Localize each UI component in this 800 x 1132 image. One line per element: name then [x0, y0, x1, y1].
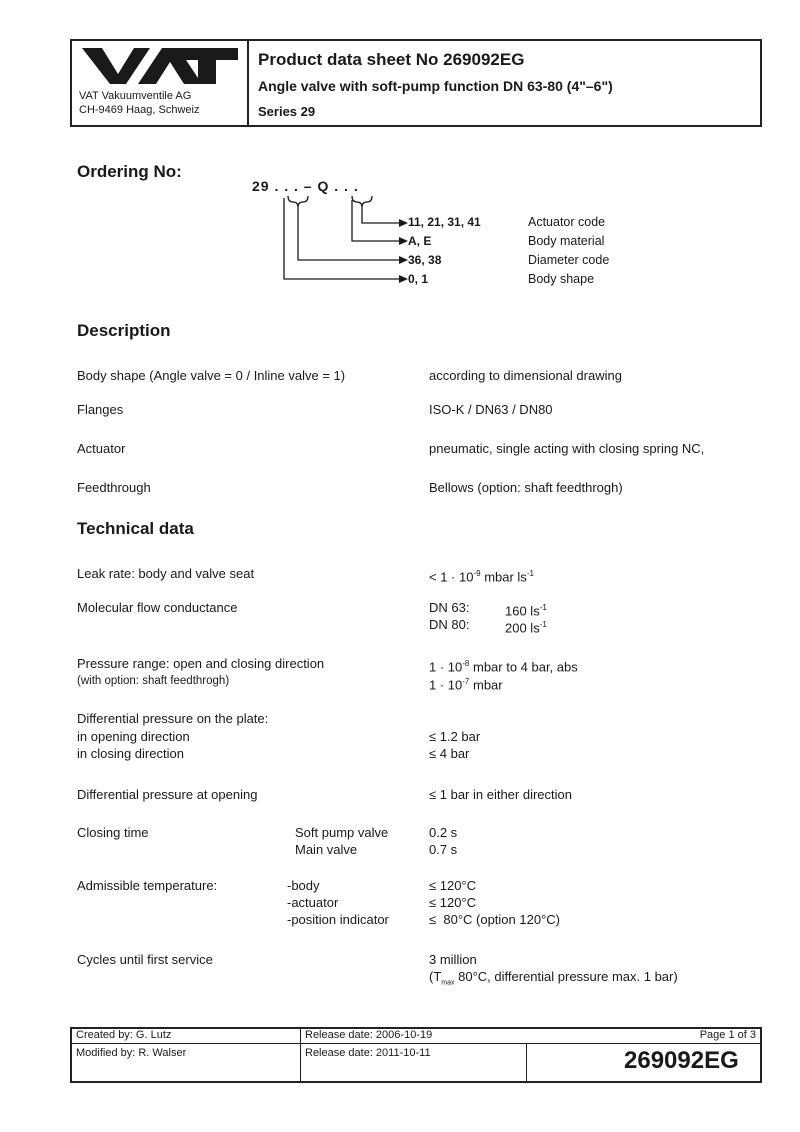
leak-rate-value: < $1 \cdot 10^{-9}$ mbar $ls^{-1}$: [429, 569, 534, 585]
opening-direction-label: in opening direction: [77, 729, 190, 744]
dn63-value: 160 $ls^{-1}$: [505, 603, 547, 619]
leak-rate-label: Leak rate: body and valve seat: [77, 566, 255, 581]
company-location: CH-9469 Haag, Schweiz: [79, 104, 200, 116]
vat-logo: [80, 46, 240, 91]
main-valve-value: 0.7 s: [429, 842, 458, 857]
technical-heading: Technical data: [77, 519, 194, 538]
modified-by: Modified by: R. Walser: [76, 1047, 187, 1059]
ordering-option-values: 0, 1: [408, 272, 429, 286]
cycles-value: 3 million: [429, 952, 477, 967]
document-title: Product data sheet No 269092EG: [258, 50, 525, 69]
document-subtitle: Angle valve with soft-pump function DN 63-80 (4"–6"): [258, 78, 613, 94]
description-label: Flanges: [77, 402, 124, 417]
temp-body-label: -body: [287, 878, 320, 893]
dn80-label: DN 80:: [429, 617, 470, 632]
diff-opening-value: ≤ 1 bar in either direction: [429, 787, 572, 802]
temp-actuator-label: -actuator: [287, 895, 339, 910]
cycles-note: ($T_{max}$ 80°C, differential pressure max. 1 bar): [429, 969, 678, 987]
company-name: VAT Vakuumventile AG: [79, 90, 192, 102]
soft-pump-label: Soft pump valve: [295, 825, 389, 840]
dn80-value: 200 $ls^{-1}$: [505, 620, 547, 636]
ordering-code: 29 . . . – Q . . .: [252, 178, 359, 194]
closing-time-label: Closing time: [77, 825, 149, 840]
cycles-label: Cycles until first service: [77, 952, 213, 967]
ordering-option-values: A, E: [408, 234, 432, 248]
pressure-range-value: $1 \cdot 10^{-8}$ mbar to 4 bar, abs: [429, 659, 578, 675]
description-value: Bellows (option: shaft feedthrogh): [429, 480, 623, 495]
ordering-option-meaning: Actuator code: [528, 215, 606, 229]
description-value: according to dimensional drawing: [429, 368, 622, 383]
description-label: Body shape (Angle valve = 0 / Inline valve = 1): [77, 368, 346, 383]
footer-divider: [300, 1027, 301, 1083]
ordering-option-meaning: Body material: [528, 234, 605, 248]
header-divider: [247, 39, 249, 127]
created-by: Created by: G. Lutz: [76, 1029, 172, 1041]
footer-divider: [526, 1044, 527, 1083]
description-heading: Description: [77, 321, 171, 340]
diff-plate-label: Differential pressure on the plate:: [77, 711, 269, 726]
temp-actuator-value: ≤ 120°C: [429, 895, 477, 910]
release-date-modified: Release date: 2011-10-11: [305, 1047, 431, 1059]
company-address: [79, 89, 199, 117]
main-valve-label: Main valve: [295, 842, 358, 857]
molecular-flow-label: Molecular flow conductance: [77, 600, 238, 615]
ordering-option-values: 36, 38: [408, 253, 442, 267]
dn63-label: DN 63:: [429, 600, 470, 615]
soft-pump-value: 0.2 s: [429, 825, 458, 840]
release-date: Release date: 2006-10-19: [305, 1029, 433, 1041]
description-value: ISO-K / DN63 / DN80: [429, 402, 553, 417]
temperature-label: Admissible temperature:: [77, 878, 218, 893]
opening-direction-value: ≤ 1.2 bar: [429, 729, 481, 744]
closing-direction-value: ≤ 4 bar: [429, 746, 470, 761]
closing-direction-label: in closing direction: [77, 746, 184, 761]
temp-indicator-value: ≤ 80°C (option 120°C): [429, 912, 560, 927]
ordering-option-meaning: Body shape: [528, 272, 595, 286]
pressure-range-label: Pressure range: open and closing direction: [77, 656, 325, 671]
ordering-option-meaning: Diameter code: [528, 253, 610, 267]
pressure-range-sub-label: (with option: shaft feedthrogh): [77, 675, 230, 687]
ordering-heading: Ordering No:: [77, 162, 182, 181]
ordering-option-values: 11, 21, 31, 41: [408, 215, 481, 229]
temp-body-value: ≤ 120°C: [429, 878, 477, 893]
temp-indicator-label: -position indicator: [287, 912, 389, 927]
page-number: Page 1 of 3: [699, 1029, 756, 1041]
diff-opening-label: Differential pressure at opening: [77, 787, 258, 802]
ordering-diagram: [280, 196, 410, 292]
pressure-range-sub-value: $1 \cdot 10^{-7}$ mbar: [429, 677, 503, 693]
description-value: pneumatic, single acting with closing spring NC,: [429, 441, 705, 456]
series-label: Series 29: [258, 104, 316, 119]
description-label: Feedthrough: [77, 480, 151, 495]
description-label: Actuator: [77, 441, 126, 456]
footer-divider: [70, 1043, 762, 1044]
document-number: 269092EG: [624, 1047, 739, 1074]
